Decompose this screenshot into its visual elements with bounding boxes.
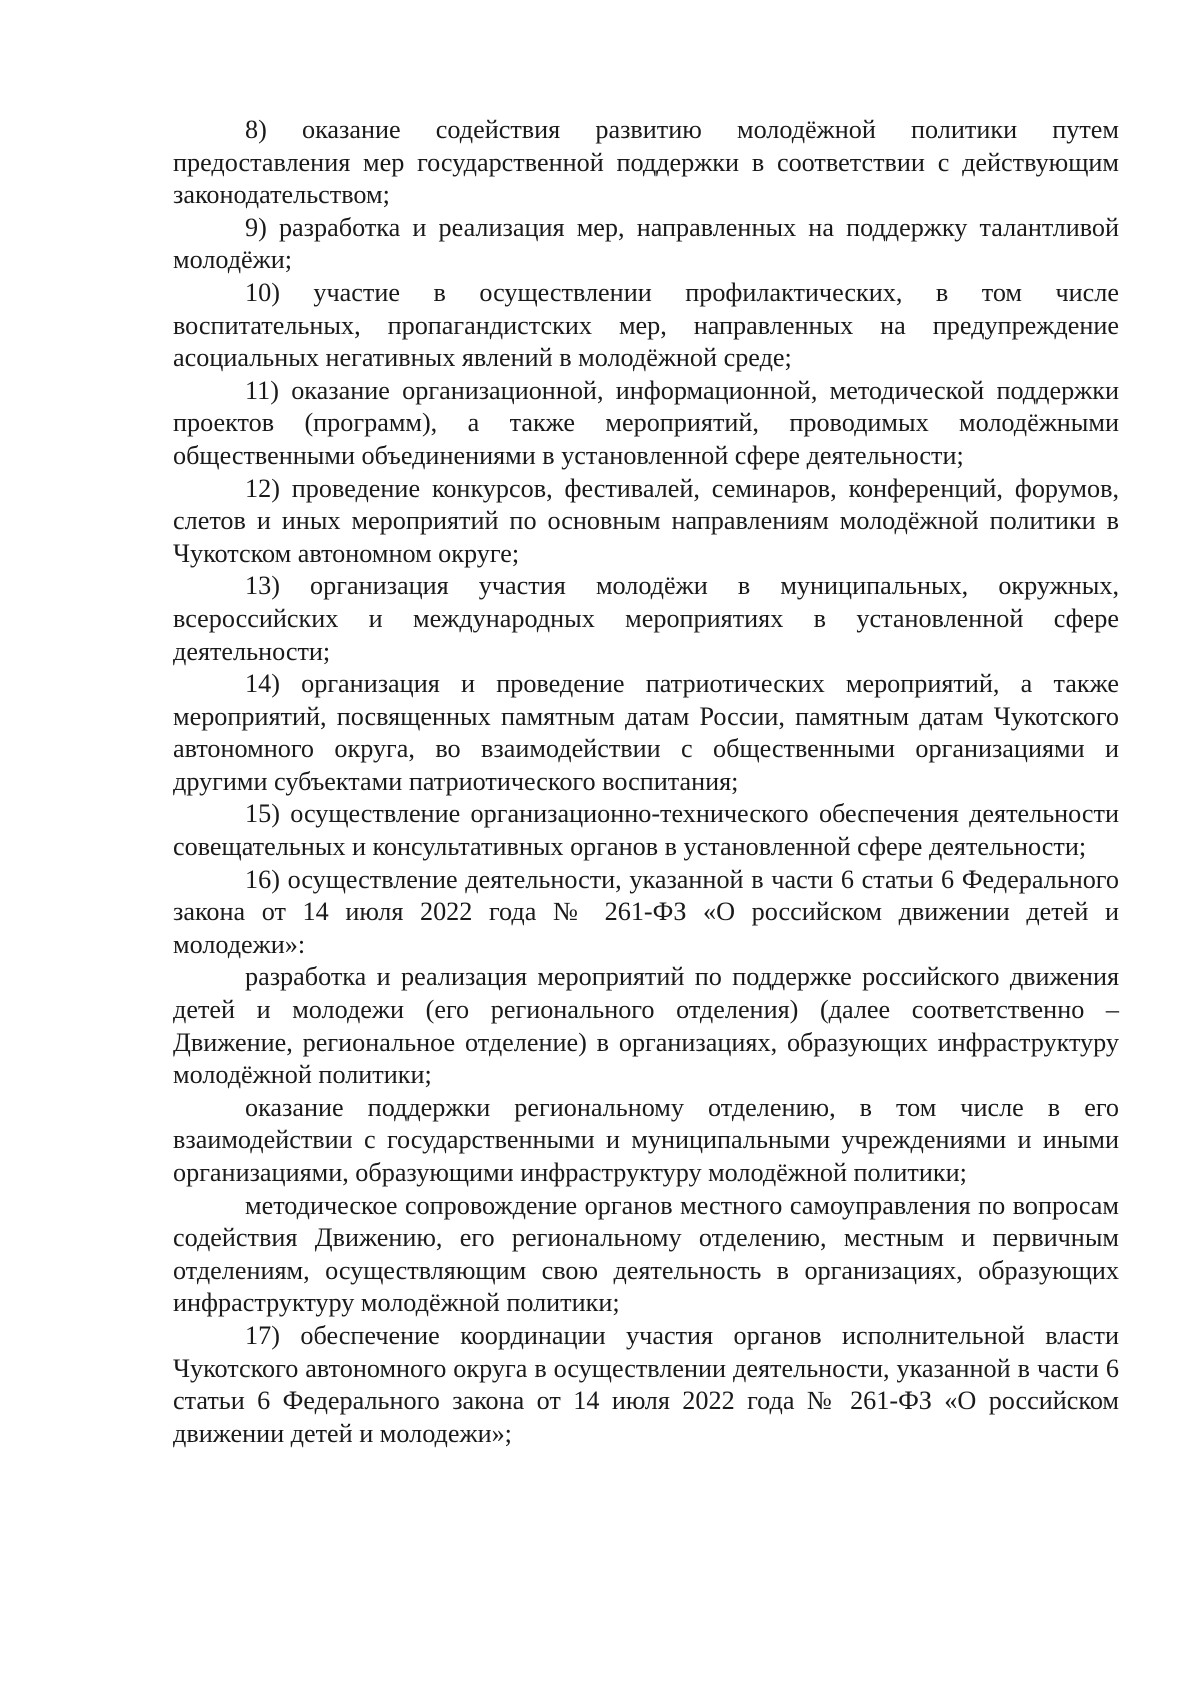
paragraph-item-13: 13) организация участия молодёжи в муниципальных, окружных, всероссийских и международных мероприятиях в установленной сфере деятельности; xyxy=(173,571,1119,666)
paragraph-item-16-sub-1: разработка и реализация мероприятий по поддержке российского движения детей и молодежи (его регионального отделения) (далее соответственно – Движение, региональное отделение) в организациях, образующих инфраструктуру молодёжной политики; xyxy=(173,962,1119,1090)
paragraph-item-9: 9) разработка и реализация мер, направленных на поддержку талантливой молодёжи; xyxy=(173,212,1119,275)
paragraph-item-8: 8) оказание содействия развитию молодёжной политики путем предоставления мер государственной поддержки в соответствии с действующим законодательством; xyxy=(173,115,1119,210)
paragraph-item-16: 16) осуществление деятельности, указанной в части 6 статьи 6 Федерального закона от 14 июля 2022 года № 261-ФЗ «О российском движении детей и молодежи»: xyxy=(173,864,1119,959)
paragraph-item-10: 10) участие в осуществлении профилактических, в том числе воспитательных, пропагандистских мер, направленных на предупреждение асоциальных негативных явлений в молодёжной среде; xyxy=(173,277,1119,373)
paragraph-item-11: 11) оказание организационной, информационной, методической поддержки проектов (программ), а также мероприятий, проводимых молодёжными общественными объединениями в установленной сфере деятельности; xyxy=(173,375,1119,470)
document-body xyxy=(173,114,1119,1450)
paragraph-item-16-sub-2: оказание поддержки региональному отделению, в том числе в его взаимодействии с государственными и муниципальными учреждениями и иными организациями, образующими инфраструктуру молодёжной политики; xyxy=(173,1092,1119,1187)
paragraph-item-12: 12) проведение конкурсов, фестивалей, семинаров, конференций, форумов, слетов и иных мероприятий по основным направлениям молодёжной политики в Чукотском автономном округе; xyxy=(173,473,1119,568)
paragraph-item-17: 17) обеспечение координации участия органов исполнительной власти Чукотского автономного округа в осуществлении деятельности, указанной в части 6 статьи 6 Федерального закона от 14 июля 2022 года № 261-ФЗ «О российском движении детей и молодежи»; xyxy=(173,1320,1119,1448)
paragraph-item-14: 14) организация и проведение патриотических мероприятий, а также мероприятий, посвященных памятным датам России, памятным датам Чукотского автономного округа, во взаимодействии с общественными организациями и другими субъектами патриотического воспитания; xyxy=(173,669,1119,796)
paragraph-item-16-sub-3: методическое сопровождение органов местного самоуправления по вопросам содействия Движению, его региональному отделению, местным и первичным отделениям, осуществляющим свою деятельность в организациях, образующих инфраструктуру молодёжной политики; xyxy=(173,1190,1119,1318)
paragraph-item-15: 15) осуществление организационно-технического обеспечения деятельности совещательных и консультативных органов в установленной сфере деятельности; xyxy=(173,799,1119,862)
